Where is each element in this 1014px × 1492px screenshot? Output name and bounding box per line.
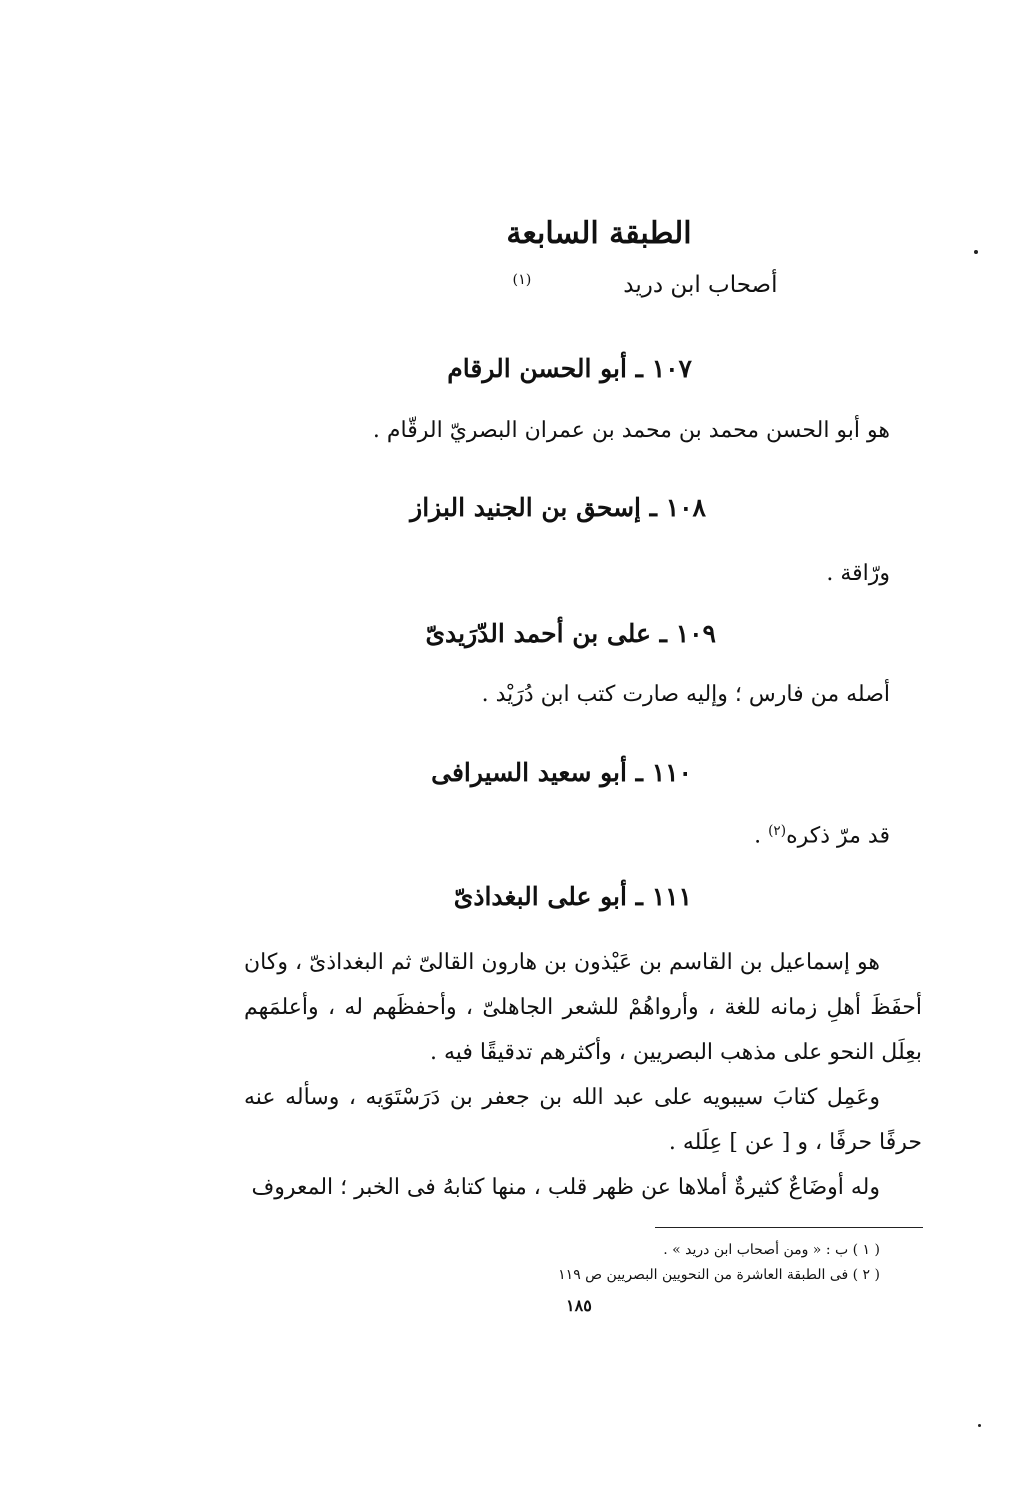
scan-speck: [978, 1424, 981, 1427]
entry-heading-107: ١٠٧ ـ أبو الحسن الرقام: [447, 354, 692, 383]
entry-heading-111: ١١١ ـ أبو على البغداذىّ: [453, 882, 692, 911]
entry-heading-109: ١٠٩ ـ على بن أحمد الدّرَيدىّ: [425, 619, 716, 648]
chapter-title-text: الطبقة السابعة: [506, 216, 692, 251]
footnote-ref-1: (١): [512, 272, 532, 289]
entry-text-110-body: قد مرّ ذكره: [786, 823, 890, 849]
chapter-subtitle-text: أصحاب ابن دريد: [623, 272, 778, 298]
entry-body-111: [244, 940, 922, 1210]
entry-text-110: [754, 825, 890, 848]
footnote-ref-2: (٢): [768, 823, 787, 839]
chapter-subtitle: [0, 272, 1014, 298]
entry-text-109: أصله من فارس ؛ وإليه صارت كتب ابن دُرَيْد .: [481, 682, 890, 707]
footnote-2: ( ٢ ) فى الطبقة العاشرة من النحويين البصريين ص ١١٩: [558, 1267, 880, 1283]
entry-text-110-end: .: [754, 823, 769, 849]
entry-heading-110: ١١٠ ـ أبو سعيد السيرافى: [431, 758, 692, 787]
footnote-divider: [655, 1227, 923, 1228]
footnote-1: ( ١ ) ب : « ومن أصحاب ابن دريد » .: [663, 1242, 880, 1258]
entry-text-107: هو أبو الحسن محمد بن محمد بن عمران البصريّ الرقّام .: [372, 418, 890, 443]
entry-heading-108: ١٠٨ ـ إسحق بن الجنيد البزاز: [410, 493, 706, 522]
paragraph-3: وله أوضَاعٌ كثيرةٌ أملاها عن ظهر قلب ، منها كتابهُ فى الخبر ؛ المعروف: [251, 1175, 880, 1200]
paragraph-2: وعَمِل كتابَ سيبويه على عبد الله بن جعفر بن دَرَسْتَوَيه ، وسأله عنه حرفًا حرفًا ، و [ عن ] عِلَله .: [244, 1085, 922, 1155]
paragraph-1: هو إسماعيل بن القاسم بن عَيْذون بن هارون القالىّ ثم البغداذىّ ، وكان أحفَظَ أهلِ زمانه للغة ، وأرواهُمْ للشعر الجاهلىّ ، وأحفظَهم له ، وأعلمَهم بعِلَل النحو على مذهب البصريين ، وأكثرهم تدقيقًا فيه .: [244, 950, 922, 1065]
chapter-title: [0, 216, 1014, 251]
entry-text-108: ورّاقة .: [826, 561, 890, 586]
scan-speck: [974, 250, 978, 254]
page-number: ١٨٥: [566, 1296, 592, 1315]
